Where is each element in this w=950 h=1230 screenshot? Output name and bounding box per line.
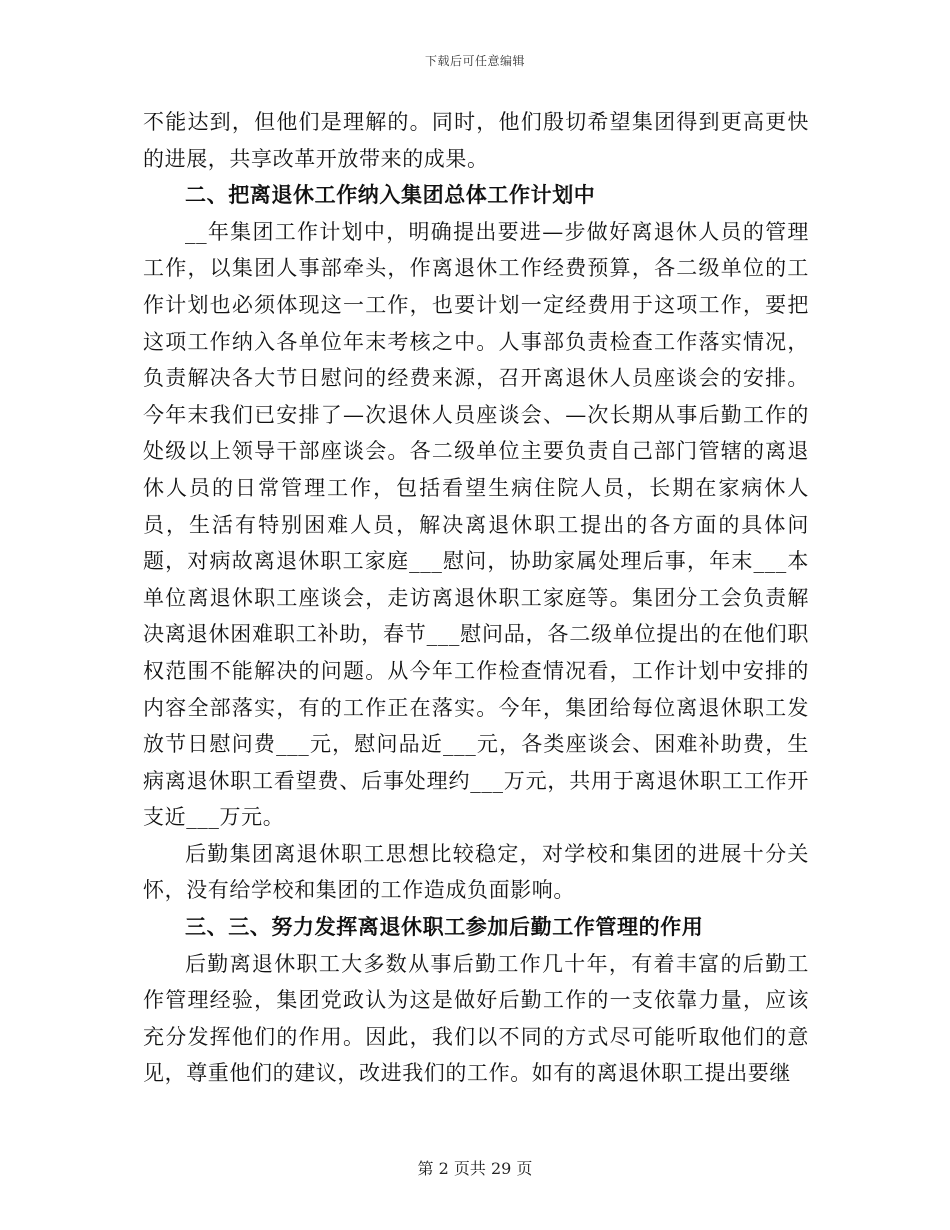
page-number-footer: 第 2 页共 29 页 <box>417 1159 533 1178</box>
paragraph-continuation: 不能达到，但他们是理解的。同时，他们殷切希望集团得到更高更快的进展，共享改革开放带来的成果。 <box>143 110 809 171</box>
paragraph-work-plan: __年集团工作计划中，明确提出要进—步做好离退休人员的管理工作，以集团人事部牵头，作离退休工作经费预算，各二级单位的工作计划也必须体现这一工作，也要计划一定经费用于这项工作，要把这项工作纳入各单位年末考核之中。人事部负责检查工作落实情况，负责解决各大节日慰问的经费来源，召开离退休人员座谈会的安排。今年末我们已安排了—次退休人员座谈会、—次长期从事后勤工作的处级以上领导干部座谈会。各二级单位主要负责自己部门管辖的离退休人员的日常管理工作，包括看望生病住院人员，长期在家病休人员，生活有特别困难人员，解决离退休职工提出的各方面的具体问题，对病故离退休职工家庭___慰问，协助家属处理后事，年末___本单位离退休职工座谈会，走访离退休职工家庭等。集团分工会负责解决离退休困难职工补助，春节___慰问品，各二级单位提出的在他们职权范围不能解决的问题。从今年工作检查情况看，工作计划中安排的内容全部落实，有的工作正在落实。今年，集团给每位离退休职工发放节日慰问费___元，慰问品近___元，各类座谈会、困难补助费，生病离退休职工看望费、后事处理约___万元，共用于离退休职工工作开支近___万元。 <box>143 219 809 830</box>
section-heading-3: 三、三、努力发挥离退休职工参加后勤工作管理的作用 <box>185 915 704 940</box>
document-body <box>143 104 809 1092</box>
page-header-note: 下载后可任意编辑 <box>424 54 525 68</box>
paragraph-stability: 后勤集团离退休职工思想比较稳定，对学校和集团的进展十分关怀，没有给学校和集团的工作造成负面影响。 <box>143 841 809 903</box>
paragraph-experience: 后勤离退休职工大多数从事后勤工作几十年，有着丰富的后勤工作管理经验，集团党政认为这是做好后勤工作的一支依靠力量，应该充分发挥他们的作用。因此，我们以不同的方式尽可能听取他们的意见，尊重他们的建议，改进我们的工作。如有的离退休职工提出要继 <box>143 951 809 1086</box>
section-heading-2: 二、把离退休工作纳入集团总体工作计划中 <box>185 183 596 208</box>
